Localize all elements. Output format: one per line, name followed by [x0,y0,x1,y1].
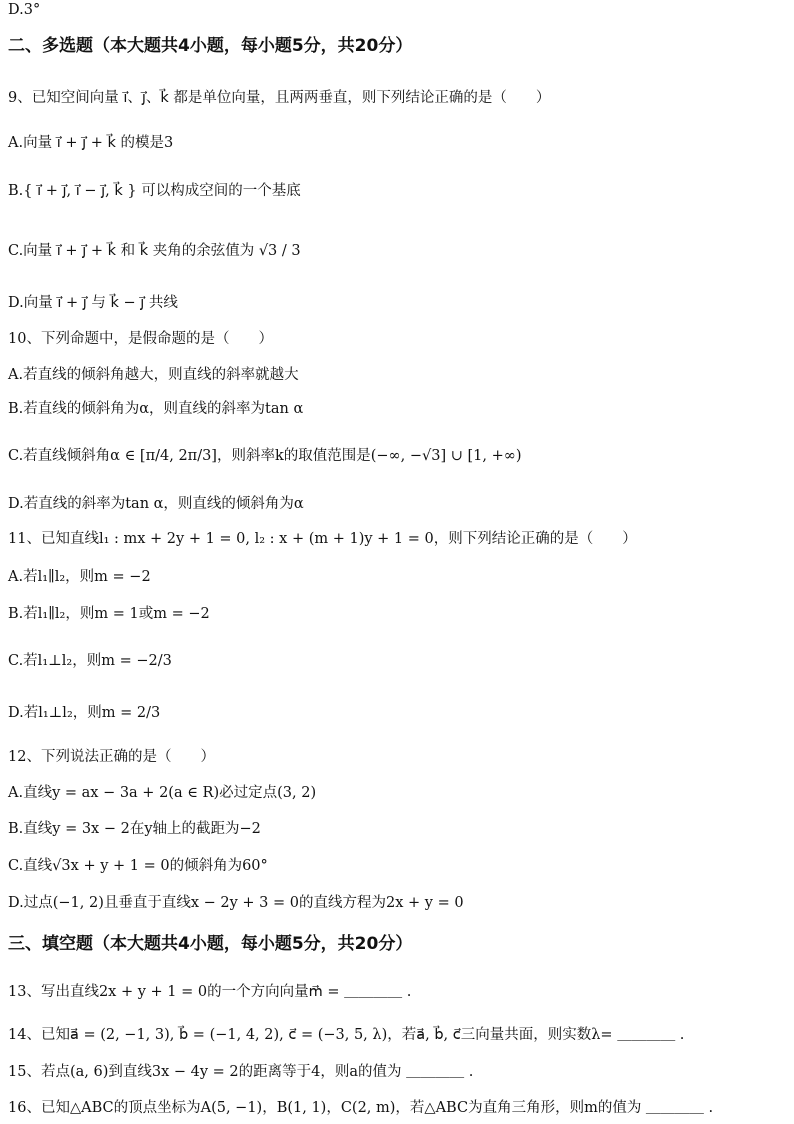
question-13: 13、写出直线2x + y + 1 = 0的一个方向向量m⃗ = ＿＿＿＿ . [8,984,412,1000]
option-line: A.若l₁∥l₂，则m = −2 [8,569,151,585]
question-16: 16、已知△ABC的顶点坐标为A(5, −1)，B(1, 1)，C(2, m)，若△ABC为直角三角形，则m的值为 ＿＿＿＿ . [8,1100,714,1116]
option-line: D.若l₁⊥l₂，则m = 2/3 [8,705,161,721]
option-line: C.直线√3x + y + 1 = 0的倾斜角为60° [8,858,268,874]
option-line: C.向量 i⃗ + j⃗ + k⃗ 和 k⃗ 夹角的余弦值为 √3 / 3 [8,243,301,259]
option-line: A.向量 i⃗ + j⃗ + k⃗ 的模是3 [8,135,174,151]
option-line: A.若直线的倾斜角越大，则直线的斜率就越大 [8,367,299,383]
option-line: D.过点(−1, 2)且垂直于直线x − 2y + 3 = 0的直线方程为2x + y = 0 [8,895,464,911]
option-line: C.若直线倾斜角α ∈ [π/4, 2π/3]，则斜率k的取值范围是(−∞, −√3] ∪ [1, +∞) [8,448,522,464]
question-12: 12、下列说法正确的是（ ） [8,749,215,765]
option-line: D.3° [8,2,41,18]
question-9: 9、已知空间向量 i⃗、j⃗、k⃗ 都是单位向量，且两两垂直，则下列结论正确的是（ ） [8,90,551,106]
option-line: D.向量 i⃗ + j⃗ 与 k⃗ − j⃗ 共线 [8,295,178,311]
section-heading-multiple-choice: 二、多选题（本大题共4小题，每小题5分，共20分） [8,36,413,56]
option-line: A.直线y = ax − 3a + 2(a ∈ R)必过定点(3, 2) [8,785,317,801]
question-11: 11、已知直线l₁ : mx + 2y + 1 = 0, l₂ : x + (m + 1)y + 1 = 0，则下列结论正确的是（ ） [8,531,637,547]
option-line: D.若直线的斜率为tan α，则直线的倾斜角为α [8,496,304,512]
option-line: B.{ i⃗ + j⃗, i⃗ − j⃗, k⃗ } 可以构成空间的一个基底 [8,183,301,199]
question-10: 10、下列命题中，是假命题的是（ ） [8,331,273,347]
option-line: C.若l₁⊥l₂，则m = −2/3 [8,653,172,669]
option-line: B.直线y = 3x − 2在y轴上的截距为−2 [8,821,261,837]
option-line: B.若l₁∥l₂，则m = 1或m = −2 [8,606,210,622]
option-line: B.若直线的倾斜角为α，则直线的斜率为tan α [8,401,304,417]
question-15: 15、若点(a, 6)到直线3x − 4y = 2的距离等于4，则a的值为 ＿＿＿＿ . [8,1064,474,1080]
section-heading-fill-in: 三、填空题（本大题共4小题，每小题5分，共20分） [8,934,413,954]
question-14: 14、已知a⃗ = (2, −1, 3), b⃗ = (−1, 4, 2), c⃗ = (−3, 5, λ)，若a⃗, b⃗, c⃗三向量共面，则实数λ= ＿＿＿＿ . [8,1027,685,1043]
